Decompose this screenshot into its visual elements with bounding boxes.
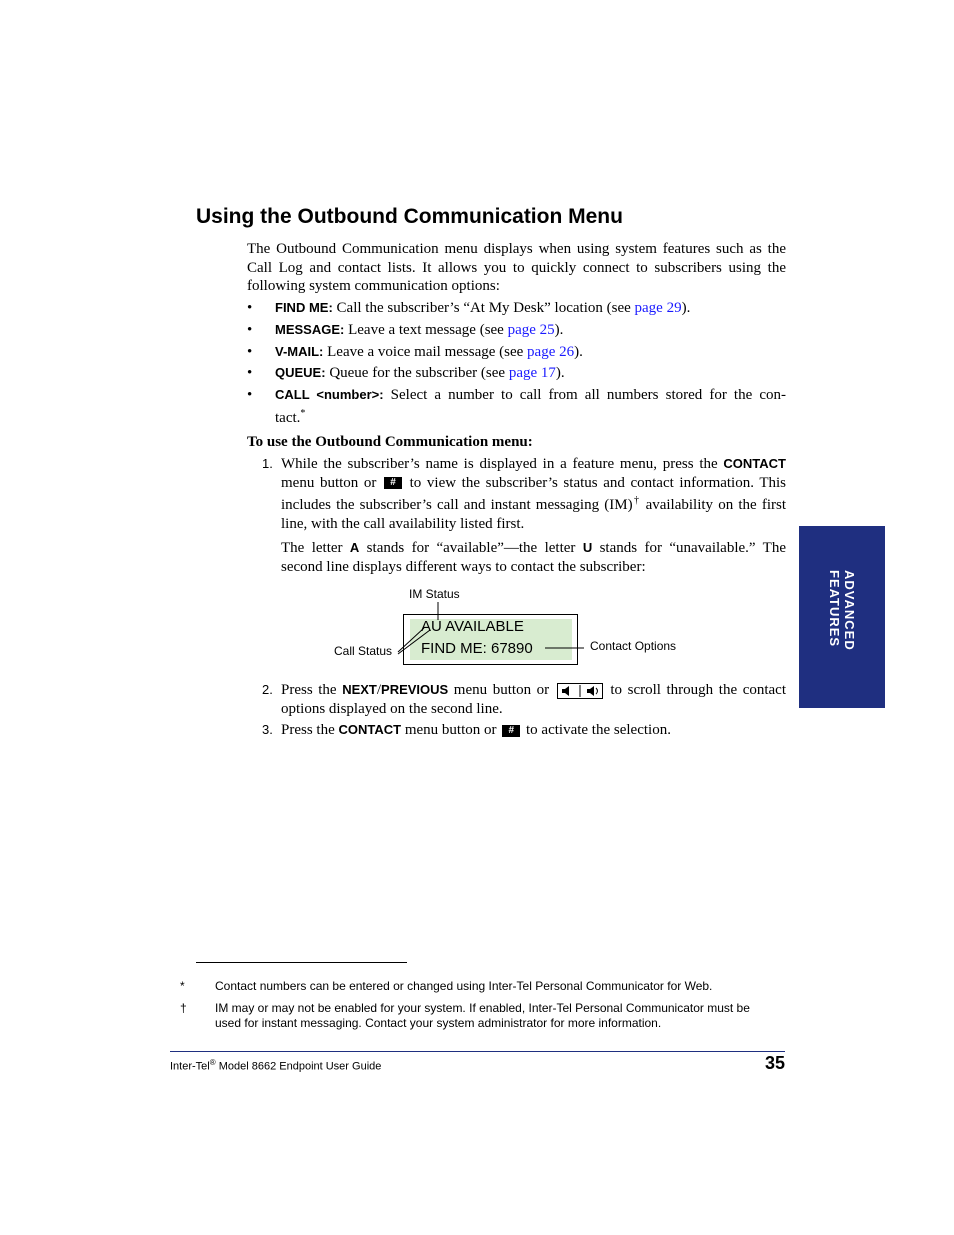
footnote-divider — [196, 962, 407, 963]
status-explanation: The letter A stands for “available”—the letter U stands for “unavailable.” The second line displays different ways to contact the subscriber: — [281, 540, 786, 575]
hash-key-icon: # — [384, 477, 402, 489]
page-title: Using the Outbound Communication Menu — [196, 205, 623, 228]
section-tab — [799, 526, 885, 708]
page-link[interactable]: page 25 — [507, 322, 555, 338]
step-body: Press the NEXT/PREVIOUS menu button or to scroll through the contact options displayed on the second line. — [281, 682, 787, 717]
next-key: NEXT — [342, 682, 377, 697]
option-keyword: QUEUE: — [275, 365, 326, 380]
footer-title: Inter-Tel® Model 8662 Endpoint User Guide — [170, 1058, 382, 1073]
option-keyword: CALL <number>: — [275, 387, 384, 402]
step-body: Press the CONTACT menu button or # to activate the selection. — [281, 722, 671, 738]
intro-paragraph: The Outbound Communication menu displays when using system features such as the Call Log and contact lists. It allows you to quickly connect to subscribers using the following system communication options: — [247, 241, 786, 294]
footnote-mark: * — [180, 979, 185, 993]
page-link[interactable]: page 26 — [527, 344, 575, 360]
footnote-text: IM may or may not be enabled for your system. If enabled, Inter-Tel Personal Communicator must be used for instant messaging. Contact your system administrator for more information. — [215, 1001, 750, 1030]
footnote-ref: † — [632, 495, 641, 506]
contact-key: CONTACT — [338, 722, 402, 737]
bullet-dot: • — [247, 365, 253, 381]
option-text-end: ). — [574, 344, 583, 360]
display-line-2: FIND ME: 67890 — [421, 640, 533, 657]
procedure-title: To use the Outbound Communication menu: — [247, 434, 533, 450]
hash-key-icon: # — [502, 725, 520, 737]
step-number: 1. — [262, 456, 273, 471]
step-number: 3. — [262, 722, 273, 737]
display-line-1: AU AVAILABLE — [421, 618, 524, 635]
option-keyword: V-MAIL: — [275, 344, 324, 359]
option-text-end: tact. — [275, 410, 301, 426]
contact-key: CONTACT — [723, 456, 786, 471]
footer-divider — [170, 1051, 785, 1052]
option-text: Queue for the subscriber (see — [325, 365, 509, 381]
bullet-dot: • — [247, 300, 253, 316]
footnote-text: Contact numbers can be entered or changed using Inter-Tel Personal Communicator for Web. — [215, 979, 713, 993]
footnote-mark: † — [180, 1001, 187, 1015]
page-link[interactable]: page 29 — [634, 300, 682, 316]
option-text: Leave a voice mail message (see — [323, 344, 528, 360]
option-text: Leave a text message (see — [344, 322, 508, 338]
option-text-end: ). — [555, 365, 565, 381]
option-keyword: MESSAGE: — [275, 322, 345, 337]
option-keyword: FIND ME: — [275, 300, 333, 315]
step-number: 2. — [262, 682, 273, 697]
im-status-label: IM Status — [409, 587, 460, 601]
bullet-dot: • — [247, 322, 253, 338]
page-number: 35 — [764, 1053, 785, 1073]
step-body: While the subscriber’s name is displayed in a feature menu, press the CONTACT menu button or # to view the subscriber’s status and contact information. This includes the subscriber’s call and instant messaging (IM)† availability on the first line, with the call availability listed first. — [281, 456, 787, 532]
bullet-dot: • — [247, 387, 253, 403]
footnote-ref: * — [300, 408, 306, 419]
option-text: Call the subscriber’s “At My Desk” location (see — [332, 300, 635, 316]
contact-options-label: Contact Options — [590, 639, 677, 653]
page-link[interactable]: page 17 — [508, 365, 556, 381]
volume-key-icon — [557, 683, 603, 699]
call-status-label: Call Status — [334, 644, 393, 658]
letter-a: A — [349, 540, 360, 555]
option-text-end: ). — [554, 322, 564, 338]
option-text: Select a number to call from all numbers stored for the con- — [383, 387, 786, 403]
option-text-end: ). — [681, 300, 691, 316]
section-tab-label: ADVANCED FEATURES — [827, 570, 857, 651]
previous-key: PREVIOUS — [381, 682, 449, 697]
bullet-dot: • — [247, 344, 253, 360]
letter-u: U — [582, 540, 593, 555]
